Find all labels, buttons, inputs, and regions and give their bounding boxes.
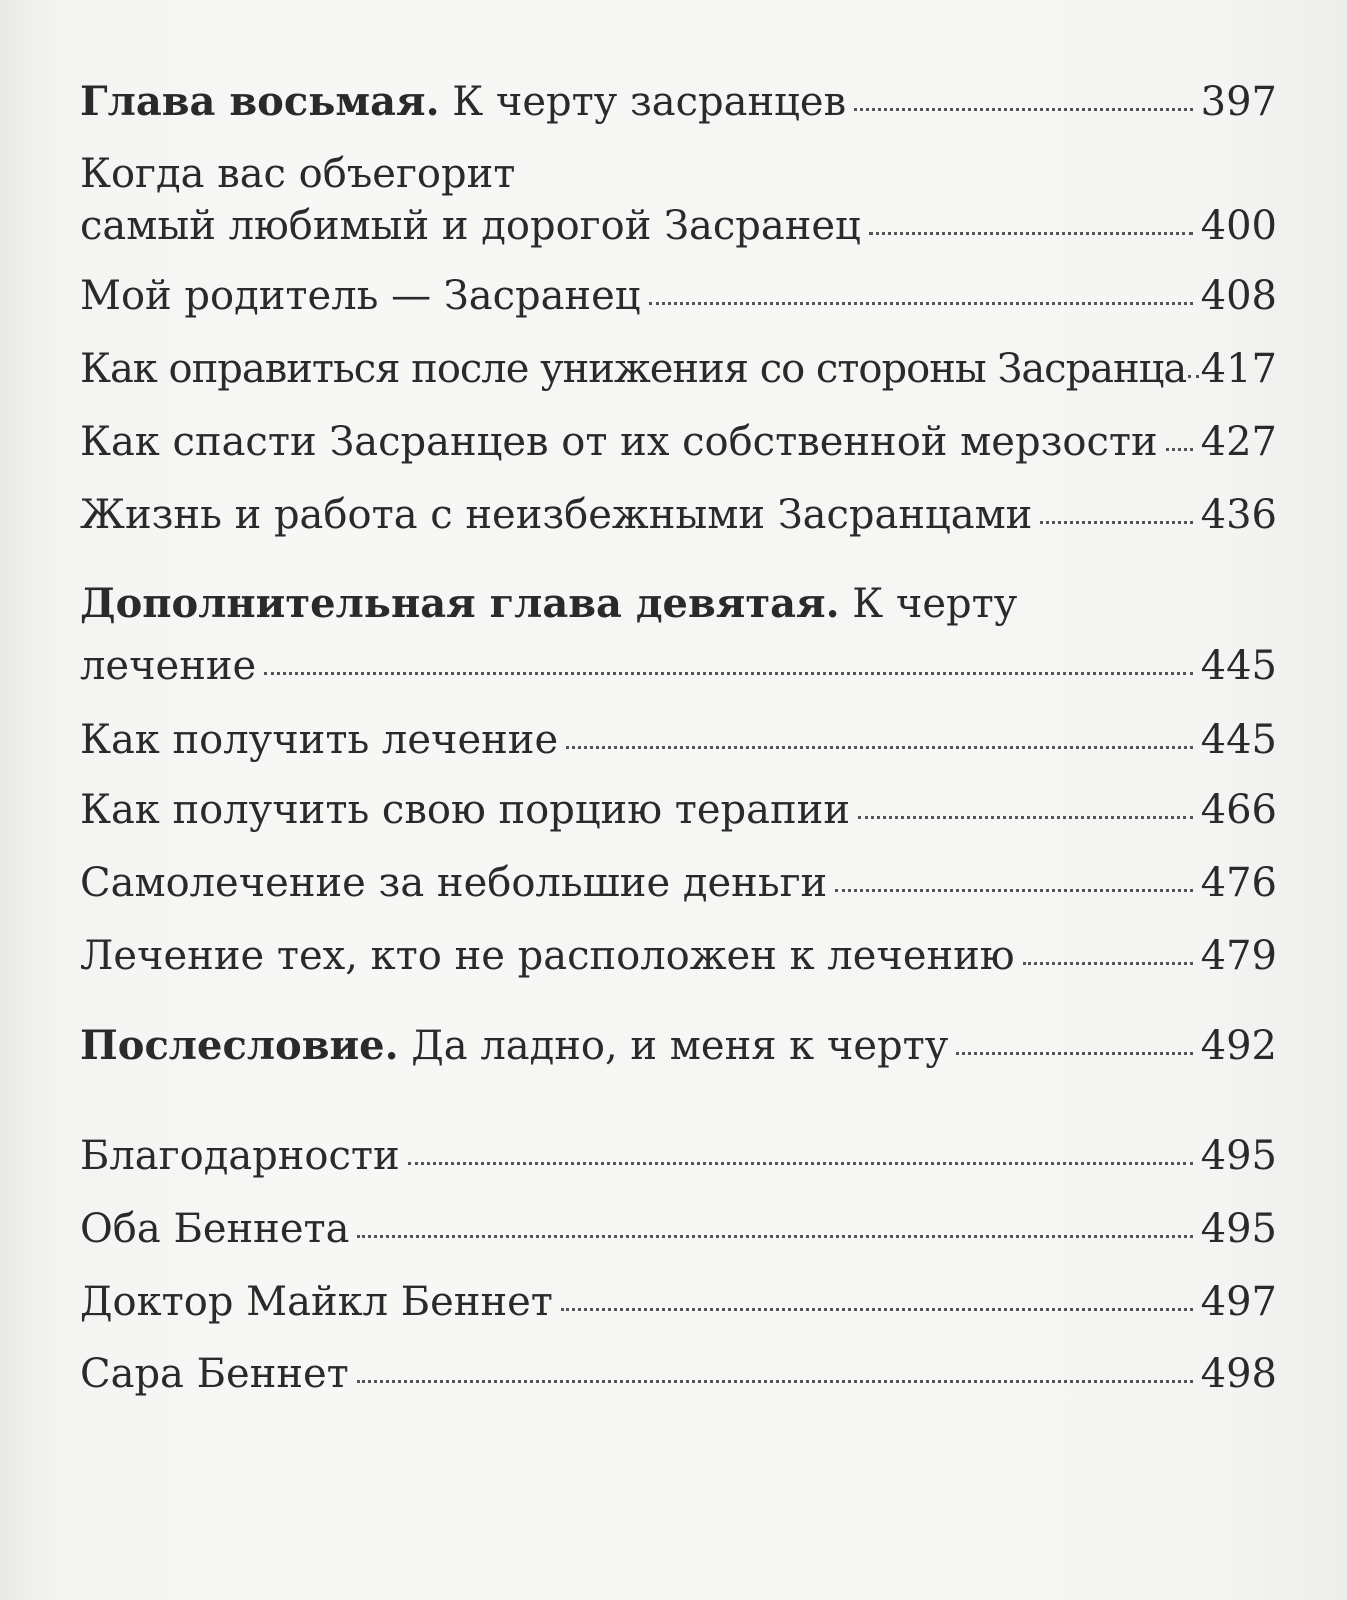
- toc-entry: [80, 270, 1277, 322]
- page-number: 427: [1200, 419, 1277, 465]
- page-number: 498: [1200, 1351, 1277, 1397]
- entry-title: лечение: [80, 643, 257, 689]
- toc-entry: [80, 148, 1277, 252]
- toc-entry: [80, 489, 1277, 541]
- chapter-label: Послесловие.: [80, 1022, 399, 1069]
- entry-title: Доктор Майкл Беннет: [80, 1279, 553, 1325]
- toc-entry: [80, 1276, 1277, 1328]
- entry-title-line1: Когда вас объегорит: [80, 151, 516, 197]
- toc-entry: [80, 1348, 1277, 1400]
- page-number: 476: [1200, 860, 1277, 906]
- dot-leader: [1023, 962, 1193, 965]
- dot-leader: [1188, 375, 1198, 378]
- dot-leader: [854, 108, 1193, 111]
- dot-leader: [264, 672, 1192, 675]
- page-number: 495: [1200, 1206, 1277, 1252]
- dot-leader: [869, 232, 1193, 235]
- page-number: 495: [1200, 1133, 1277, 1179]
- toc-entry: [80, 714, 1277, 766]
- entry-title: Самолечение за небольшие деньги: [80, 860, 828, 906]
- dot-leader: [858, 816, 1193, 819]
- entry-title: Оба Беннета: [80, 1206, 350, 1252]
- dot-leader: [408, 1162, 1193, 1165]
- toc-entry: [80, 1130, 1277, 1182]
- page-number: 408: [1200, 273, 1277, 319]
- chapter-label: Дополнительная глава девятая.: [80, 580, 840, 627]
- dot-leader: [1166, 448, 1193, 451]
- page-number: 466: [1200, 787, 1277, 833]
- toc-entry: [80, 857, 1277, 909]
- toc-entry: [80, 1203, 1277, 1255]
- page-number: 400: [1200, 203, 1277, 249]
- entry-title: Как оправиться после унижения со стороны Засранца: [80, 346, 1187, 392]
- chapter-label: Глава восьмая.: [80, 78, 440, 125]
- toc-entry-chapter-9: [80, 578, 1277, 692]
- page-number: 445: [1200, 643, 1277, 689]
- toc-entry: [80, 416, 1277, 468]
- entry-title: Как спасти Засранцев от их собственной мерзости: [80, 419, 1158, 465]
- entry-title: К черту засранцев: [452, 79, 847, 125]
- toc-entry: [80, 784, 1277, 836]
- page-number: 397: [1200, 79, 1277, 125]
- page-number: 492: [1200, 1023, 1277, 1069]
- entry-title-line1: К черту: [852, 581, 1018, 627]
- page-number: 445: [1200, 717, 1277, 763]
- entry-title: Мой родитель — Засранец: [80, 273, 641, 319]
- entry-title: самый любимый и дорогой Засранец: [80, 203, 861, 249]
- dot-leader: [649, 302, 1193, 305]
- dot-leader: [357, 1380, 1193, 1383]
- page-number: 497: [1200, 1279, 1277, 1325]
- page-number: 479: [1200, 933, 1277, 979]
- toc-entry: [80, 930, 1277, 982]
- entry-title: Лечение тех, кто не расположен к лечению: [80, 933, 1015, 979]
- dot-leader: [835, 889, 1192, 892]
- toc-entry: [80, 343, 1277, 395]
- page-number: 436: [1200, 492, 1277, 538]
- dot-leader: [561, 1308, 1193, 1311]
- dot-leader: [956, 1052, 1192, 1055]
- toc-entry-afterword: [80, 1020, 1277, 1072]
- toc-entry-chapter-8: [80, 76, 1277, 128]
- entry-title: Да ладно, и меня к черту: [411, 1023, 949, 1069]
- entry-title: Как получить лечение: [80, 717, 559, 763]
- entry-title: Жизнь и работа с неизбежными Засранцами: [80, 492, 1033, 538]
- dot-leader: [566, 746, 1193, 749]
- dot-leader: [357, 1235, 1192, 1238]
- entry-title: Сара Беннет: [80, 1351, 349, 1397]
- entry-title: Благодарности: [80, 1133, 400, 1179]
- entry-title: Как получить свою порцию терапии: [80, 787, 850, 833]
- dot-leader: [1040, 521, 1192, 524]
- page-number: 417: [1200, 346, 1277, 392]
